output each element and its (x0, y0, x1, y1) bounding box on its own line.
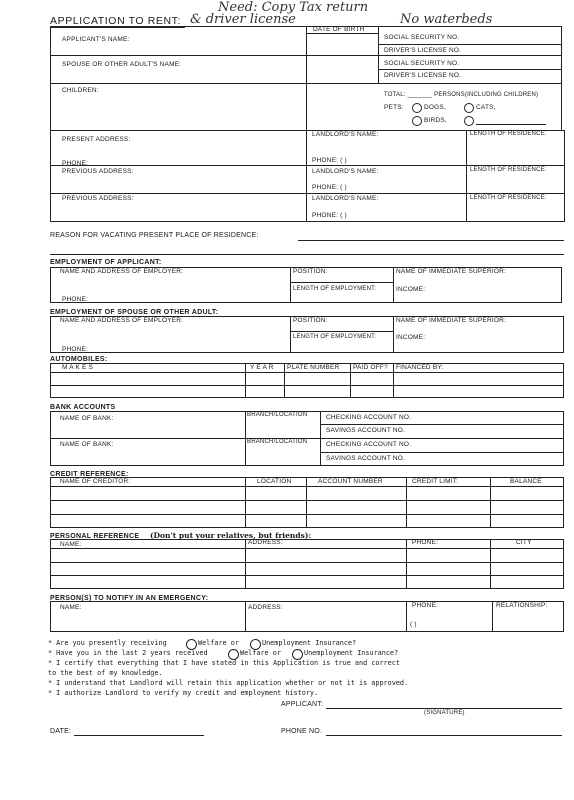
employer-phone-label-1: PHONE: (62, 296, 89, 303)
emergency-phone-paren: ( ) (410, 621, 417, 628)
applicant-names-label: APPLICANT'S NAME: (62, 36, 130, 43)
children-label: CHILDREN: (62, 87, 99, 94)
spouse-name-label: SPOUSE OR OTHER ADULT'S NAME: (62, 61, 182, 68)
date-label: DATE: (50, 728, 72, 735)
length-residence-label-2: LENGTH OF RESIDENCE: (470, 167, 547, 173)
credit-col-balance: BALANCE (510, 478, 542, 485)
previous-address-label-2: PREVIOUS ADDRESS: (62, 195, 134, 202)
personal-reference-title: PERSONAL REFERENCE (50, 533, 140, 540)
length-residence-label-3: LENGTH OF RESIDENCE: (470, 195, 547, 201)
credit-col-account: ACCOUNT NUMBER (318, 478, 383, 485)
income-label-1: INCOME: (396, 286, 426, 293)
checking-label-1: CHECKING ACCOUNT NO. (326, 414, 412, 421)
present-address-label: PRESENT ADDRESS: (62, 136, 131, 143)
landlord-phone-label-3: PHONE: ( ) (312, 212, 347, 219)
auto-col-year: Y E A R (250, 364, 274, 371)
statement-3-continued: to the best of my knowledge. (48, 669, 163, 677)
employer-name-label-2: NAME AND ADDRESS OF EMPLOYER: (60, 317, 184, 324)
bank-name-label-2: NAME OF BANK: (60, 441, 114, 448)
other-pet-checkbox[interactable] (464, 116, 474, 126)
drivers-license-label-2: DRIVER'S LICENSE NO. (384, 72, 462, 79)
employment-length-label-1: LENGTH OF EMPLOYMENT: (293, 286, 377, 292)
savings-label-2: SAVINGS ACCOUNT NO. (326, 455, 406, 462)
birds-label: BIRDS, (424, 117, 447, 124)
handwritten-need-note: Need: Copy Tax return (218, 0, 369, 15)
bank-accounts-title: BANK ACCOUNTS (50, 404, 116, 411)
personal-reference-subtitle: (Don't put your relatives, but friends): (150, 531, 312, 540)
statement-1-text: * Are you presently receiving (48, 639, 167, 647)
residence-box (50, 130, 565, 222)
auto-col-plate: PLATE NUMBER (287, 364, 340, 371)
signature-caption: (SIGNATURE) (424, 710, 465, 716)
auto-col-makes: M A K E S (62, 364, 94, 371)
automobiles-title: AUTOMOBILES: (50, 356, 108, 363)
ssn-label-2: SOCIAL SECURITY NO. (384, 60, 460, 67)
credit-reference-title: CREDIT REFERENCE: (50, 471, 129, 478)
dob-label: DATE OF BIRTH (313, 26, 365, 33)
date-line (74, 735, 204, 736)
landlord-name-label-1: LANDLORD'S NAME: (312, 131, 379, 138)
emergency-table (50, 601, 564, 632)
statement-4-text: * I understand that Landlord will retain this application whether or not it is approved. (48, 679, 409, 687)
credit-col-creditor: NAME OF CREDITOR: (60, 478, 131, 485)
emergency-col-name: NAME: (60, 604, 82, 611)
personal-col-name: NAME: (60, 541, 82, 548)
position-label-1: POSITION: (293, 268, 328, 275)
birds-checkbox[interactable] (412, 116, 422, 126)
landlord-phone-label-2: PHONE: ( ) (312, 184, 347, 191)
statement-2-text: * Have you in the last 2 years received (48, 649, 208, 657)
statement-5-text: * I authorize Landlord to verify my credit and employment history. (48, 689, 319, 697)
previous-address-label-1: PREVIOUS ADDRESS: (62, 168, 134, 175)
landlord-name-label-3: LANDLORD'S NAME: (312, 195, 379, 202)
employer-phone-label-2: PHONE: (62, 346, 89, 353)
emergency-title: PERSON(S) TO NOTIFY IN AN EMERGENCY: (50, 595, 209, 602)
personal-col-phone: PHONE: (412, 539, 439, 546)
landlord-phone-label-1: PHONE: ( ) (312, 157, 347, 164)
statement-2-unemployment: Unemployment Insurance? (304, 649, 399, 657)
dogs-label: DOGS, (424, 104, 446, 111)
cats-label: CATS, (476, 104, 496, 111)
reason-vacating-label: REASON FOR VACATING PRESENT PLACE OF RESIDENCE: (50, 232, 259, 239)
statement-2-welfare: Welfare or (240, 649, 281, 657)
personal-col-city: CITY (516, 539, 532, 546)
statement-3-text: * I certify that everything that I have stated in this Application is true and correct (48, 659, 400, 667)
cats-checkbox[interactable] (464, 103, 474, 113)
pets-label: PETS: (384, 104, 404, 111)
bank-branch-label-2: BRANCH/LOCATION (247, 439, 308, 445)
phone-no-label: PHONE NO. (281, 728, 323, 735)
employment-applicant-title: EMPLOYMENT OF APPLICANT: (50, 259, 162, 266)
credit-col-location: LOCATION (257, 478, 292, 485)
signature-line (326, 708, 562, 709)
personal-col-address: ADDRESS: (248, 539, 283, 546)
position-label-2: POSITION: (293, 317, 328, 324)
checking-label-2: CHECKING ACCOUNT NO. (326, 441, 412, 448)
superior-label-2: NAME OF IMMEDIATE SUPERIOR: (396, 317, 507, 324)
income-label-2: INCOME: (396, 334, 426, 341)
superior-label-1: NAME OF IMMEDIATE SUPERIOR: (396, 268, 507, 275)
personal-reference-table (50, 539, 564, 589)
auto-col-financed: FINANCED BY: (396, 364, 444, 371)
emergency-col-phone: PHONE: (412, 602, 439, 609)
emergency-col-address: ADDRESS: (248, 604, 283, 611)
page-title: APPLICATION TO RENT: (50, 15, 182, 27)
phone-line (326, 735, 562, 736)
bank-name-label-1: NAME OF BANK: (60, 415, 114, 422)
statement-1-welfare: Welfare or (198, 639, 239, 647)
bank-branch-label-1: BRANCH/LOCATION (247, 412, 308, 418)
employment-spouse-title: EMPLOYMENT OF SPOUSE OR OTHER ADULT: (50, 309, 219, 316)
savings-label-1: SAVINGS ACCOUNT NO. (326, 427, 406, 434)
applicant-signature-label: APPLICANT: (281, 701, 324, 708)
length-residence-label-1: LENGTH OF RESIDENCE: (470, 131, 547, 137)
drivers-license-label-1: DRIVER'S LICENSE NO. (384, 47, 462, 54)
credit-col-limit: CREDIT LIMIT: (412, 478, 459, 485)
handwritten-waterbeds-note: No waterbeds (400, 12, 493, 27)
handwritten-license-note: & driver license (190, 12, 296, 27)
total-persons-label: TOTAL: _______ PERSONS(INCLUDING CHILDREN) (384, 92, 539, 98)
emergency-col-relationship: RELATIONSHIP: (496, 602, 548, 609)
statement-1-unemployment: Unemployment Insurance? (262, 639, 357, 647)
employer-name-label-1: NAME AND ADDRESS OF EMPLOYER: (60, 268, 184, 275)
present-phone-label: PHONE: (62, 160, 89, 167)
landlord-name-label-2: LANDLORD'S NAME: (312, 168, 379, 175)
employment-length-label-2: LENGTH OF EMPLOYMENT: (293, 334, 377, 340)
ssn-label-1: SOCIAL SECURITY NO. (384, 34, 460, 41)
auto-col-paid-off: PAID OFF? (353, 364, 388, 371)
dogs-checkbox[interactable] (412, 103, 422, 113)
